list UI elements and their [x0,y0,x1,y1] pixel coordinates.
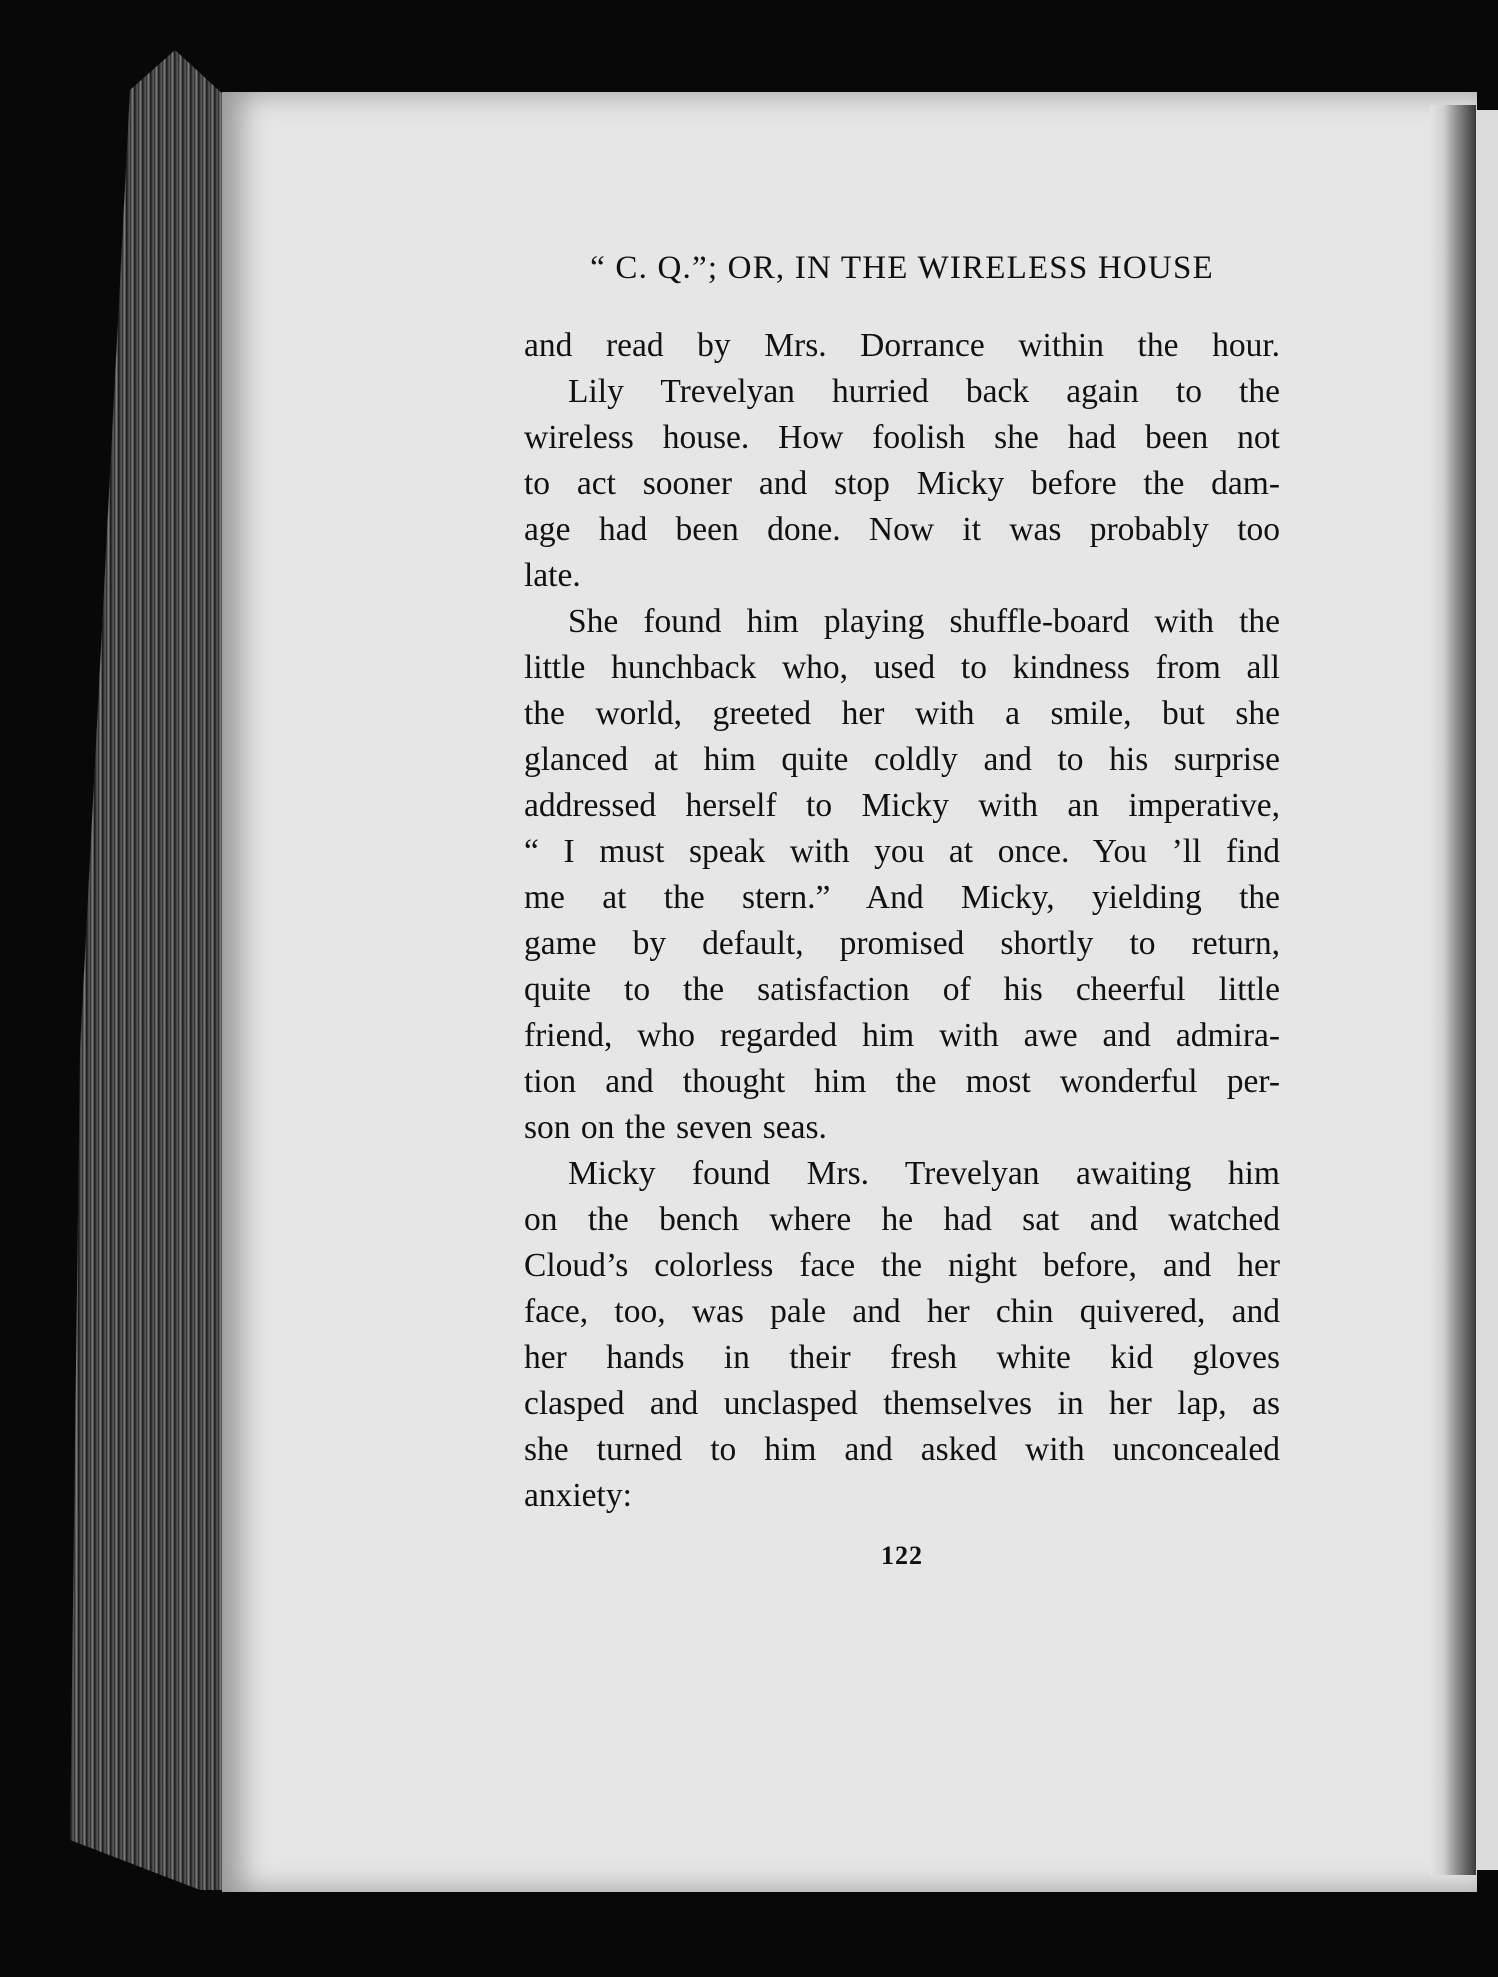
running-head: “ C. Q.”; OR, IN THE WIRELESS HOUSE [590,250,1214,286]
text-line: face, too, was pale and her chin quivered, and [524,1293,1280,1330]
text-line: tion and thought him the most wonderful per- [524,1063,1280,1100]
text-line: and read by Mrs. Dorrance within the hour. [524,327,1280,364]
text-line: Lily Trevelyan hurried back again to the [568,373,1280,410]
text-line: to act sooner and stop Micky before the dam- [524,465,1280,502]
text-line: She found him playing shuffle-board with the [568,603,1280,640]
text-line: addressed herself to Micky with an imperative, [524,787,1280,824]
text-line: me at the stern.” And Micky, yielding the [524,879,1280,916]
body-text [524,323,1280,1519]
text-line: Micky found Mrs. Trevelyan awaiting him [568,1155,1280,1192]
text-line: “ I must speak with you at once. You ’ll find [524,833,1280,870]
text-line: on the bench where he had sat and watched [524,1201,1280,1238]
facing-page-edge [1476,110,1498,1870]
text-line: Cloud’s colorless face the night before, and her [524,1247,1280,1284]
page-gutter-shadow [1430,105,1476,1875]
text-line: age had been done. Now it was probably too [524,511,1280,548]
text-line: game by default, promised shortly to return, [524,925,1280,962]
text-line: she turned to him and asked with unconcealed [524,1431,1280,1468]
text-line: quite to the satisfaction of his cheerful little [524,971,1280,1008]
page-number: 122 [881,1541,923,1570]
text-line: little hunchback who, used to kindness from all [524,649,1280,686]
text-line: anxiety: [524,1477,632,1514]
text-line: son on the seven seas. [524,1109,827,1146]
text-block [524,250,1280,1571]
text-line: late. [524,557,581,594]
text-line: her hands in their fresh white kid gloves [524,1339,1280,1376]
text-line: wireless house. How foolish she had been not [524,419,1280,456]
text-line: the world, greeted her with a smile, but she [524,695,1280,732]
book-page-edges [70,50,240,1890]
text-line: glanced at him quite coldly and to his surprise [524,741,1280,778]
text-line: friend, who regarded him with awe and admira- [524,1017,1280,1054]
text-line: clasped and unclasped themselves in her lap, as [524,1385,1280,1422]
